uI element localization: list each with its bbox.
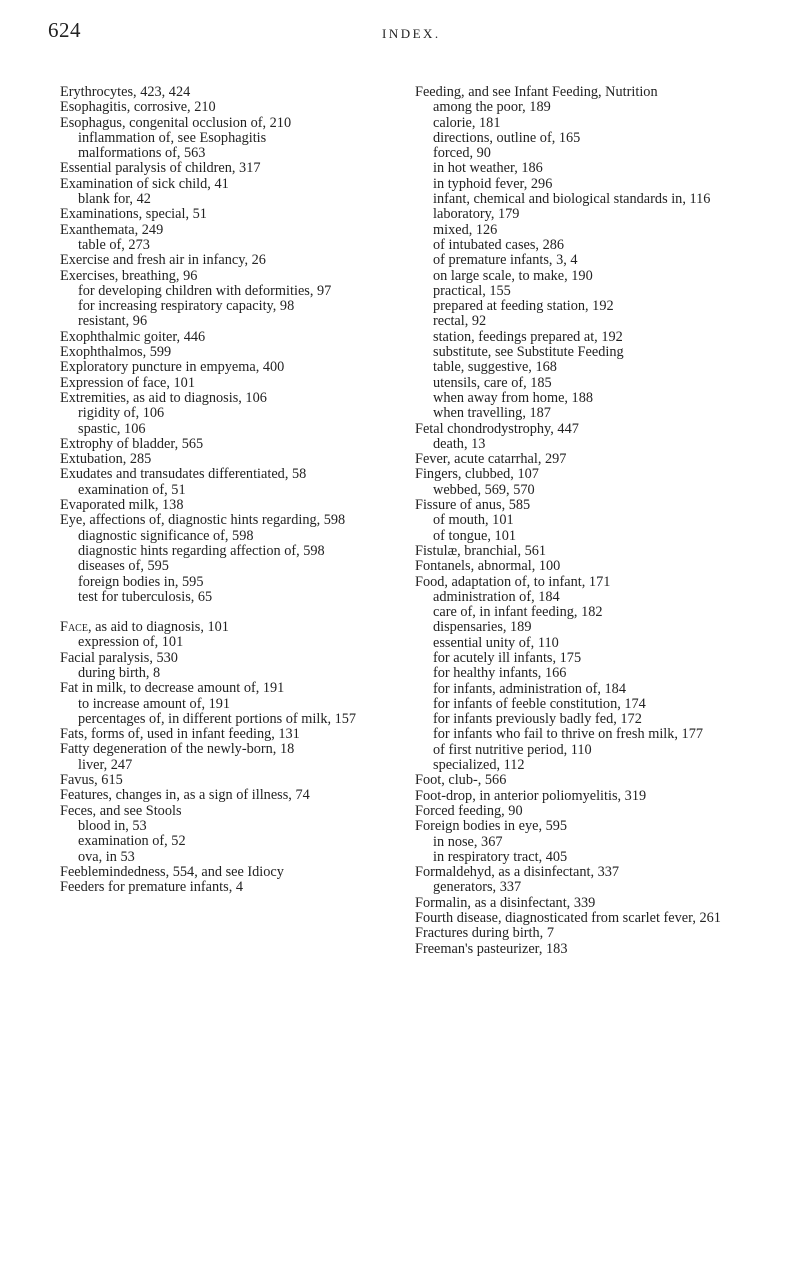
- index-entry: Exanthemata, 249: [60, 221, 164, 238]
- index-subentry: specialized, 112: [433, 757, 525, 774]
- index-subentry: death, 13: [433, 435, 486, 452]
- index-subentry: practical, 155: [433, 282, 511, 299]
- index-subentry: when travelling, 187: [433, 405, 551, 422]
- index-entry: Facial paralysis, 530: [60, 649, 178, 666]
- index-entry: Expression of face, 101: [60, 374, 195, 391]
- index-subentry: of mouth, 101: [433, 512, 514, 529]
- index-subentry: forced, 90: [433, 145, 491, 162]
- index-subentry: in typhoid fever, 296: [433, 175, 553, 192]
- index-entry: Erythrocytes, 423, 424: [60, 84, 191, 100]
- index-entry: Fissure of anus, 585: [415, 497, 531, 514]
- index-entry: Fingers, clubbed, 107: [415, 466, 539, 483]
- index-entry: Forced feeding, 90: [415, 802, 523, 819]
- index-subentry: for acutely ill infants, 175: [433, 649, 582, 666]
- index-subentry: resistant, 96: [78, 313, 148, 330]
- index-entry: Extubation, 285: [60, 451, 152, 468]
- index-subentry: administration of, 184: [433, 588, 560, 605]
- index-entry: Freeman's pasteurizer, 183: [415, 940, 568, 957]
- index-subentry: in nose, 367: [433, 833, 503, 850]
- index-subentry: for developing children with deformities, 97: [78, 282, 332, 299]
- index-entry: Exercise and fresh air in infancy, 26: [60, 252, 266, 269]
- index-subentry: rectal, 92: [433, 313, 487, 330]
- index-entry: Fatty degeneration of the newly-born, 18: [60, 741, 295, 758]
- index-subentry: substitute, see Substitute Feeding: [433, 344, 624, 361]
- index-column-left: [60, 85, 395, 895]
- index-entry: Extremities, as aid to diagnosis, 106: [60, 389, 267, 406]
- index-entry: Eye, affections of, diagnostic hints regarding, 598: [60, 512, 346, 529]
- index-subentry: diseases of, 595: [78, 558, 169, 575]
- index-entry: Feces, and see Stools: [60, 802, 182, 819]
- index-entry: Essential paralysis of children, 317: [60, 160, 261, 177]
- index-entry: Food, adaptation of, to infant, 171: [415, 573, 611, 590]
- index-subentry: prepared at feeding station, 192: [433, 298, 614, 315]
- index-subentry: webbed, 569, 570: [433, 481, 535, 498]
- index-subentry: percentages of, in different portions of milk, 157: [78, 710, 357, 727]
- index-entry: Exploratory puncture in empyema, 400: [60, 359, 285, 376]
- index-subentry: in hot weather, 186: [433, 160, 543, 177]
- index-subentry: generators, 337: [433, 879, 522, 896]
- index-entry: Exudates and transudates differentiated, 58: [60, 466, 307, 483]
- index-entry: Feeblemindedness, 554, and see Idiocy: [60, 863, 284, 880]
- running-head: INDEX.: [382, 26, 441, 41]
- index-subentry: examination of, 52: [78, 833, 186, 850]
- index-entry: Fourth disease, diagnosticated from scarlet fever, 261: [415, 910, 721, 927]
- index-subentry: in respiratory tract, 405: [433, 848, 568, 865]
- index-subentry: to increase amount of, 191: [78, 695, 231, 712]
- index-subentry: among the poor, 189: [433, 99, 551, 116]
- index-entry: Exophthalmic goiter, 446: [60, 328, 206, 345]
- index-column-right: [415, 85, 760, 957]
- index-subentry: of premature infants, 3, 4: [433, 252, 578, 269]
- index-entry: Evaporated milk, 138: [60, 497, 184, 514]
- index-entry: Favus, 615: [60, 772, 123, 789]
- index-entry: Esophagus, congenital occlusion of, 210: [60, 114, 292, 131]
- index-subentry: during birth, 8: [78, 664, 161, 681]
- index-subentry: spastic, 106: [78, 420, 146, 437]
- index-entry: Examinations, special, 51: [60, 206, 207, 223]
- index-subentry: inflammation of, see Esophagitis: [78, 129, 267, 146]
- index-entry: Esophagitis, corrosive, 210: [60, 99, 216, 116]
- index-entry: Fistulæ, branchial, 561: [415, 542, 547, 559]
- index-entry: Features, changes in, as a sign of illness, 74: [60, 787, 310, 804]
- index-subentry: directions, outline of, 165: [433, 129, 581, 146]
- index-entry: Feeding, and see Infant Feeding, Nutrition: [415, 84, 658, 100]
- index-subentry: essential unity of, 110: [433, 634, 559, 651]
- index-subentry: utensils, care of, 185: [433, 374, 552, 391]
- index-subentry: diagnostic significance of, 598: [78, 527, 254, 544]
- index-entry: Exercises, breathing, 96: [60, 267, 198, 284]
- index-subentry: blank for, 42: [78, 191, 151, 208]
- index-subentry: blood in, 53: [78, 817, 147, 834]
- index-entry: Feeders for premature infants, 4: [60, 879, 244, 896]
- index-subentry: for increasing respiratory capacity, 98: [78, 298, 295, 315]
- index-subentry: on large scale, to make, 190: [433, 267, 593, 284]
- index-subentry: care of, in infant feeding, 182: [433, 604, 603, 621]
- index-subentry: for infants who fail to thrive on fresh milk, 177: [433, 726, 704, 743]
- index-subentry: for infants of feeble constitution, 174: [433, 695, 646, 712]
- index-subentry: diagnostic hints regarding affection of, 598: [78, 542, 325, 559]
- index-subentry: malformations of, 563: [78, 145, 206, 162]
- index-subentry: of first nutritive period, 110: [433, 741, 592, 758]
- index-entry: Foreign bodies in eye, 595: [415, 818, 568, 835]
- index-subentry: when away from home, 188: [433, 389, 594, 406]
- index-subentry: dispensaries, 189: [433, 619, 532, 636]
- index-entry: Exophthalmos, 599: [60, 344, 172, 361]
- index-entry: Fat in milk, to decrease amount of, 191: [60, 680, 285, 697]
- index-subentry: laboratory, 179: [433, 206, 520, 223]
- index-subentry: liver, 247: [78, 756, 133, 773]
- index-entry: Formalin, as a disinfectant, 339: [415, 894, 596, 911]
- index-subentry: mixed, 126: [433, 221, 498, 238]
- page-number: 624: [48, 18, 81, 42]
- index-subentry: of tongue, 101: [433, 527, 516, 544]
- index-entry: Examination of sick child, 41: [60, 175, 229, 192]
- index-subentry: table of, 273: [78, 236, 150, 253]
- index-subentry: table, suggestive, 168: [433, 359, 557, 376]
- index-subentry: station, feedings prepared at, 192: [433, 328, 623, 345]
- index-subentry: for healthy infants, 166: [433, 665, 567, 682]
- index-entry: Foot, club-, 566: [415, 772, 507, 789]
- index-subentry: rigidity of, 106: [78, 405, 165, 422]
- index-subentry: for infants, administration of, 184: [433, 680, 626, 697]
- index-entry: Fontanels, abnormal, 100: [415, 558, 561, 575]
- index-entry: Fractures during birth, 7: [415, 925, 554, 942]
- index-subentry: foreign bodies in, 595: [78, 573, 204, 590]
- index-subentry: calorie, 181: [433, 114, 501, 131]
- index-entry: Fever, acute catarrhal, 297: [415, 451, 567, 468]
- index-entry: Formaldehyd, as a disinfectant, 337: [415, 864, 620, 881]
- index-entry: Extrophy of bladder, 565: [60, 435, 204, 452]
- index-entry: Foot-drop, in anterior poliomyelitis, 319: [415, 787, 647, 804]
- index-subentry: test for tuberculosis, 65: [78, 588, 213, 605]
- index-subentry: expression of, 101: [78, 634, 184, 651]
- index-subentry: ova, in 53: [78, 848, 135, 865]
- index-entry: Fats, forms of, used in infant feeding, 131: [60, 726, 300, 743]
- index-subentry: of intubated cases, 286: [433, 236, 565, 253]
- index-entry: Face, as aid to diagnosis, 101: [60, 619, 229, 636]
- index-subentry: for infants previously badly fed, 172: [433, 711, 642, 728]
- index-subentry: infant, chemical and biological standards in, 116: [433, 191, 711, 208]
- index-entry: Fetal chondrodystrophy, 447: [415, 420, 579, 437]
- index-subentry: examination of, 51: [78, 481, 186, 498]
